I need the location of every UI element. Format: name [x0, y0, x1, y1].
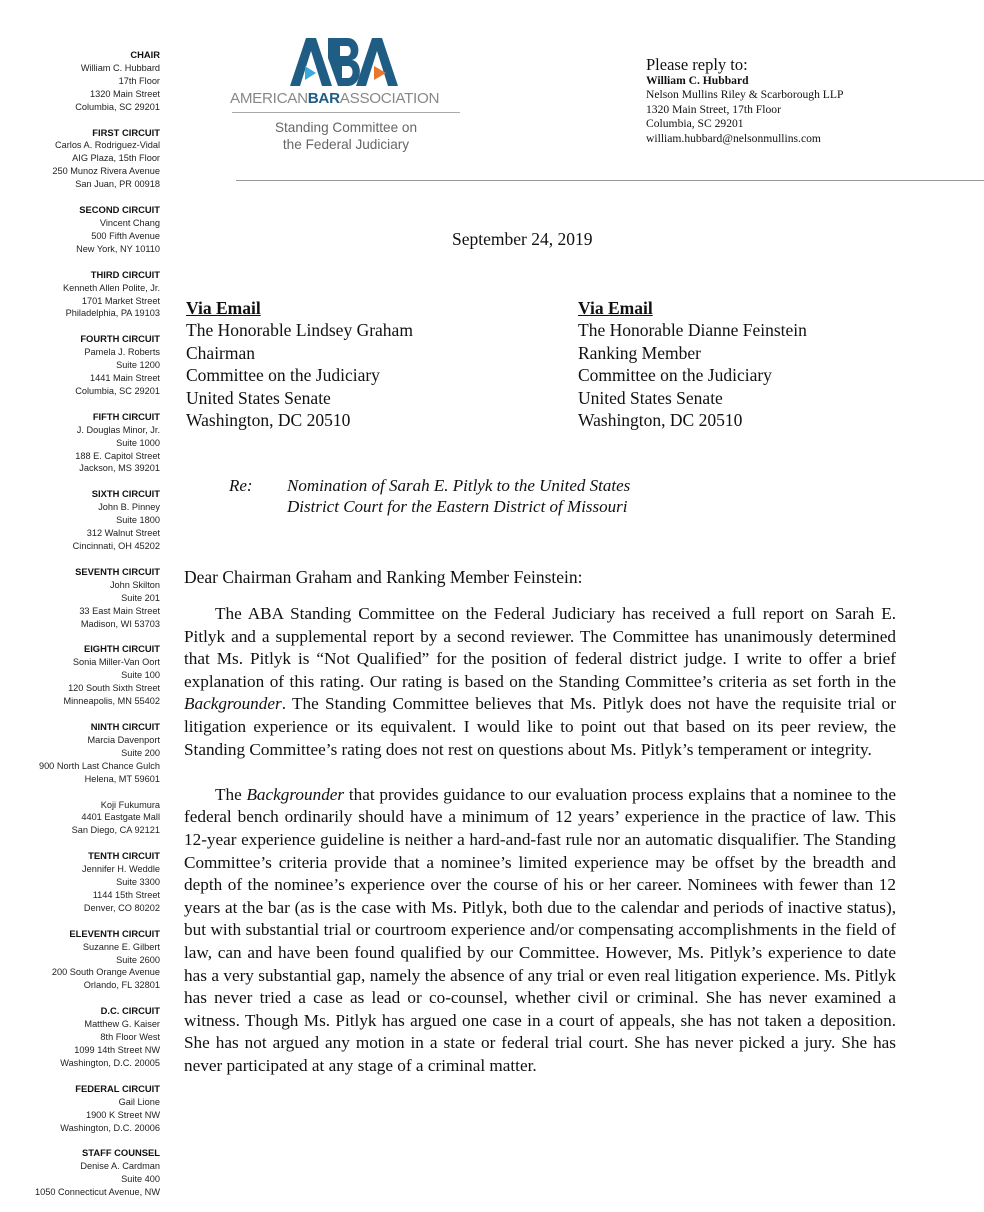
roster-line: Suite 200: [121, 747, 160, 758]
roster-group: [0, 1083, 160, 1135]
roster-line: 17th Floor: [118, 75, 160, 86]
paragraph-text: that provides guidance to our evaluation process explains that a nominee to the federal bench ordinarily should have a minimum of 12 years’ experience in the practice of law. This 12-year experience guideline is neither a hard-and-fast rule nor an automatic disqualifier. The Standing Committee’s criteria provide that a nominee’s limited experience may be offset by the breadth and depth of the nominee’s experience over the course of his or her career. Nominees with fewer than 12 years at the bar (as is the case with Ms. Pitlyk, both due to the calendar and periods of inactive status), but with substantial trial or courtroom experience and/or compensating accomplishments in the field of law, can and have been found qualified by our Committee. However, Ms. Pitlyk’s experience to date has a very substantial gap, namely the absence of any trial or even real litigation experience. Ms. Pitlyk has never tried a case as lead or co-counsel, whether civil or criminal. She has never examined a witness. Though Ms. Pitlyk has argued one case in a court of appeals, she has not taken a deposition. She has not argued any motion in a state or federal trial court. She has never picked a jury. She has never participated at any stage of a criminal matter.: [184, 784, 896, 1075]
roster-group: [0, 488, 160, 553]
roster-line: San Diego, CA 92121: [71, 825, 160, 836]
roster-heading: THIRD CIRCUIT: [90, 268, 160, 280]
roster-line: Vincent Chang: [99, 217, 160, 228]
roster-group: [0, 411, 160, 476]
roster-line: 188 E. Capitol Street: [75, 450, 160, 461]
roster-line: 900 North Last Chance Gulch: [38, 760, 160, 771]
reply-to-name: William C. Hubbard: [646, 74, 749, 87]
roster-line: Pamela J. Roberts: [84, 347, 160, 358]
roster-line: Suite 1000: [116, 437, 160, 448]
roster-line: Jennifer H. Weddle: [82, 864, 160, 875]
roster-group: [0, 566, 160, 631]
recipient-line: Washington, DC 20510: [186, 410, 351, 431]
roster-line: Kenneth Allen Polite, Jr.: [62, 282, 160, 293]
roster-line: William C. Hubbard: [80, 62, 160, 73]
roster-group: [0, 928, 160, 993]
roster-heading: NINTH CIRCUIT: [90, 720, 160, 732]
re-line-2: District Court for the Eastern District of Missouri: [287, 497, 628, 516]
recipient-line: Chairman: [186, 342, 256, 363]
roster-line: Marcia Davenport: [87, 734, 160, 745]
roster-line: 250 Munoz Rivera Avenue: [52, 166, 160, 177]
roster-line: 1701 Market Street: [81, 295, 160, 306]
header-divider: [236, 180, 984, 181]
roster-group: [0, 799, 160, 838]
re-label: Re:: [229, 476, 253, 495]
letter-date: September 24, 2019: [452, 229, 593, 249]
roster-heading: SIXTH CIRCUIT: [91, 488, 160, 500]
roster-line: Suite 2600: [116, 954, 160, 965]
roster-line: Suite 201: [121, 592, 160, 603]
roster-heading: FEDERAL CIRCUIT: [75, 1082, 160, 1094]
body-paragraph-2: [184, 784, 896, 1078]
roster-heading: EIGHTH CIRCUIT: [83, 643, 160, 655]
roster-heading: CHAIR: [130, 49, 160, 60]
recipient-line: Committee on the Judiciary: [578, 365, 772, 386]
body-paragraph-1: [184, 603, 896, 761]
recipient-line: United States Senate: [186, 387, 331, 408]
reply-to-block: [646, 55, 843, 146]
roster-group: [0, 721, 160, 786]
roster-line: Carlos A. Rodriguez-Vidal: [54, 140, 160, 151]
wordmark-association: ASSOCIATION: [339, 90, 440, 107]
roster-line: Sonia Miller-Van Oort: [72, 657, 160, 668]
subject-line: [229, 475, 630, 517]
roster-line: Matthew G. Kaiser: [84, 1019, 160, 1030]
roster-heading: SEVENTH CIRCUIT: [75, 565, 160, 577]
roster-group: [0, 204, 160, 256]
reply-to-email[interactable]: william.hubbard@nelsonmullins.com: [646, 131, 821, 145]
recipient-line: The Honorable Lindsey Graham: [186, 320, 413, 341]
roster-line: J. Douglas Minor, Jr.: [76, 424, 160, 435]
roster-line: 33 East Main Street: [79, 605, 160, 616]
roster-line: Philadelphia, PA 19103: [65, 308, 160, 319]
roster-line: Suite 1200: [116, 360, 160, 371]
roster-line: Koji Fukumura: [100, 799, 160, 810]
roster-line: 1320 Main Street: [90, 88, 160, 99]
roster-line: Washington, D.C. 20005: [60, 1057, 160, 1068]
recipient-line: Ranking Member: [578, 342, 701, 363]
roster-group: [0, 1005, 160, 1070]
roster-line: 120 South Sixth Street: [68, 683, 160, 694]
wordmark-bar: BAR: [307, 90, 340, 107]
aba-letters-icon: [290, 36, 400, 88]
logo-subtitle-line2: the Federal Judiciary: [282, 137, 410, 152]
roster-line: AIG Plaza, 15th Floor: [72, 153, 160, 164]
roster-line: Gail Lione: [118, 1096, 160, 1107]
roster-heading: D.C. CIRCUIT: [100, 1005, 160, 1017]
paragraph-text: The: [215, 784, 247, 804]
roster-group: [0, 333, 160, 398]
backgrounder-title: Backgrounder: [246, 784, 345, 804]
aba-logo: [230, 36, 470, 153]
roster-line: 200 South Orange Avenue: [51, 967, 160, 978]
roster-line: Denver, CO 80202: [83, 902, 160, 913]
roster-line: 500 Fifth Avenue: [91, 230, 160, 241]
roster-line: San Juan, PR 00918: [75, 179, 160, 190]
roster-group: [0, 269, 160, 321]
roster-line: New York, NY 10110: [76, 243, 160, 254]
reply-to-address1: 1320 Main Street, 17th Floor: [646, 102, 781, 116]
re-line-1: Nomination of Sarah E. Pitlyk to the United States: [287, 476, 631, 495]
roster-group: [0, 643, 160, 708]
reply-to-firm: Nelson Mullins Riley & Scarborough LLP: [646, 88, 844, 102]
roster-line: 1050 Connecticut Avenue, NW: [35, 1187, 160, 1198]
roster-line: Madison, WI 53703: [80, 618, 160, 629]
roster-line: Washington, D.C. 20006: [60, 1122, 160, 1133]
roster-line: Minneapolis, MN 55402: [63, 696, 160, 707]
roster-line: 1144 15th Street: [92, 889, 160, 900]
roster-group: [0, 127, 160, 192]
roster-line: Suite 100: [121, 670, 160, 681]
roster-heading: TENTH CIRCUIT: [88, 850, 160, 862]
paragraph-text: . The Standing Committee believes that Ms. Pitlyk does not have the requisite trial or litigation experience or its equivalent. I would like to point out that based on its peer review, the Standing Committee’s rating does not rest on questions about Ms. Pitlyk’s temperament or integrity.: [184, 694, 896, 759]
logo-subtitle: [230, 119, 462, 153]
via-email-label: Via Email: [578, 298, 653, 318]
roster-heading: STAFF COUNSEL: [82, 1147, 160, 1159]
roster-heading: FIFTH CIRCUIT: [92, 410, 160, 422]
roster-line: Jackson, MS 39201: [79, 463, 160, 474]
roster-line: John B. Pinney: [98, 502, 160, 513]
committee-roster-sidebar: [0, 49, 160, 1212]
reply-to-address2: Columbia, SC 29201: [646, 117, 744, 131]
roster-heading: FIRST CIRCUIT: [92, 126, 160, 138]
roster-line: Suite 3300: [116, 877, 160, 888]
recipient-feinstein: [578, 297, 807, 431]
roster-line: 1900 K Street NW: [85, 1109, 160, 1120]
roster-line: 4401 Eastgate Mall: [81, 812, 160, 823]
roster-line: Columbia, SC 29201: [75, 385, 160, 396]
reply-to-title: Please reply to:: [646, 55, 748, 74]
roster-group: [0, 1147, 160, 1199]
roster-line: Helena, MT 59601: [84, 773, 160, 784]
recipient-graham: [186, 297, 413, 431]
recipient-line: Washington, DC 20510: [578, 410, 743, 431]
roster-line: Cincinnati, OH 45202: [72, 541, 160, 551]
logo-subtitle-line1: Standing Committee on: [274, 120, 418, 135]
roster-line: Suzanne E. Gilbert: [82, 941, 160, 952]
roster-line: 1441 Main Street: [90, 373, 160, 384]
roster-line: Columbia, SC 29201: [75, 101, 160, 112]
roster-group: [0, 850, 160, 915]
backgrounder-title: Backgrounder: [184, 694, 282, 714]
roster-line: Orlando, FL 32801: [83, 980, 160, 991]
roster-line: Suite 400: [121, 1174, 160, 1185]
roster-heading: FOURTH CIRCUIT: [80, 333, 160, 345]
via-email-label: Via Email: [186, 298, 261, 318]
roster-group: [0, 49, 160, 114]
roster-heading: ELEVENTH CIRCUIT: [69, 927, 160, 939]
logo-wordmark: [230, 90, 470, 107]
logo-divider: [232, 112, 460, 113]
recipient-line: United States Senate: [578, 387, 723, 408]
letter-body: [184, 603, 896, 1100]
recipient-line: Committee on the Judiciary: [186, 365, 380, 386]
roster-line: Suite 1800: [116, 515, 160, 526]
wordmark-american: AMERICAN: [230, 90, 308, 107]
recipient-line: The Honorable Dianne Feinstein: [578, 320, 807, 341]
paragraph-text: The ABA Standing Committee on the Federal Judiciary has received a full report on Sarah E. Pitlyk and a supplemental report by a second reviewer. The Committee has unanimously determined that Ms. Pitlyk is “Not Qualified” for the position of federal district judge. I write to offer a brief explanation of this rating. Our rating is based on the Standing Committee’s criteria as set forth in the: [184, 604, 896, 691]
roster-line: John Skilton: [109, 579, 160, 590]
roster-heading: SECOND CIRCUIT: [79, 204, 160, 216]
roster-line: 8th Floor West: [100, 1032, 160, 1043]
roster-line: 312 Walnut Street: [86, 528, 160, 539]
roster-line: Denise A. Cardman: [80, 1161, 160, 1172]
salutation: Dear Chairman Graham and Ranking Member Feinstein:: [184, 567, 583, 587]
roster-line: 1099 14th Street NW: [74, 1045, 160, 1055]
